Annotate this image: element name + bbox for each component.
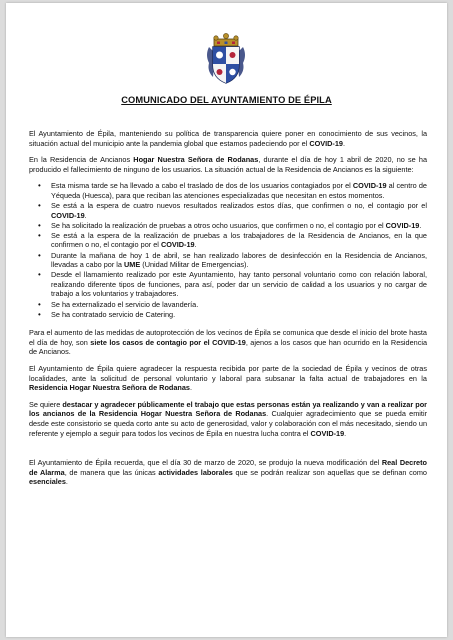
paragraph-residence-status: En la Residencia de Ancianos Hogar Nuestra Señora de Rodanas, durante el día de hoy 1 abril de 2020, no se ha producido el fallecimiento de ninguno de los usuarios. La situación actual de la Residencia de Ancianos es la siguiente: <box>29 155 427 174</box>
document-body <box>29 129 427 494</box>
list-item: • Se está a la espera de la realización de pruebas a los trabajadores de la Residencia de Ancianos, en la que confirmen o no, el contagio por el COVID-19. <box>51 231 427 250</box>
list-item: • Durante la mañana de hoy 1 de abril, se han realizado labores de desinfección en la Residencia de Ancianos, llevadas a cabo por la UME (Unidad Militar de Emergencias). <box>51 251 427 270</box>
status-list <box>29 181 427 319</box>
paragraph-public-recognition: Se quiere destacar y agradecer públicamente el trabajo que estas personas están ya realizando y van a realizar por los ancianos de la Residencia Hogar Nuestra Señora de Rodanas. Cualquier agradecimiento que se pueda emitir desde este consistorio se queda corto ante su acto de generosidad, valor y colaboración con el más necesitado, siendo un referente y ejemplo a seguir para todos los vecinos de Épila en nuestra lucha contra el COVID-19. <box>29 399 427 438</box>
paragraph-thanks-volunteers: El Ayuntamiento de Épila quiere agradecer la respuesta recibida por parte de la sociedad de Épila y vecinos de otras localidades, ante la solicitud de personal voluntario y laboral para subsanar la falta actual de trabajadores en la Residencia Hogar Nuestra Señora de Rodanas. <box>29 363 427 393</box>
paragraph-contagion-cases: Para el aumento de las medidas de autoprotección de los vecinos de Épila se comunica que desde el inicio del brote hasta el día de hoy, son siete los casos de contagio por el COVID-19, ajenos a los casos que han ocurrido en la Residencia de Ancianos. <box>29 328 428 357</box>
list-item: • Desde el llamamiento realizado por este Ayuntamiento, hay tanto personal voluntario como con relación laboral, realizando diferente tipos de funciones, para así, poder dar un servicio de calidad a los usuarios y no cargar de trabajo a los voluntarios y trabajadores. <box>51 270 427 299</box>
paragraph-state-of-alarm: El Ayuntamiento de Épila recuerda, que el día 30 de marzo de 2020, se produjo la nueva modificación del Real Decreto de Alarma, de manera que las únicas actividades laborales que se podrán realizar son aquellas que se definan como esenciales. <box>29 458 427 487</box>
list-item: • Se ha contratado servicio de Catering. <box>51 310 427 320</box>
list-item: • Se ha solicitado la realización de pruebas a otros ocho usuarios, que confirmen o no, el contagio por el COVID-19. <box>51 221 427 231</box>
municipal-coat-of-arms-icon <box>203 33 249 85</box>
list-item: • Se está a la espera de cuatro nuevos resultados realizados estos días, que confirmen o no, el contagio por el COVID-19. <box>51 201 427 220</box>
list-item: • Esta misma tarde se ha llevado a cabo el traslado de dos de los usuarios contagiados por el COVID-19 al centro de Yéqueda (Huesca), para que reciban las atenciones especializadas que necesitan en estos momentos. <box>51 181 427 200</box>
paragraph-transparency: El Ayuntamiento de Épila, manteniendo su política de transparencia quiere poner en conocimiento de sus vecinos, la situación actual del municipio ante la pandemia global que estamos padeciendo por el COVID-19. <box>29 129 427 148</box>
document-title: COMUNICADO DEL AYUNTAMIENTO DE ÉPILA <box>121 95 332 105</box>
list-item: • Se ha externalizado el servicio de lavandería. <box>51 300 427 310</box>
document-page <box>6 3 447 637</box>
